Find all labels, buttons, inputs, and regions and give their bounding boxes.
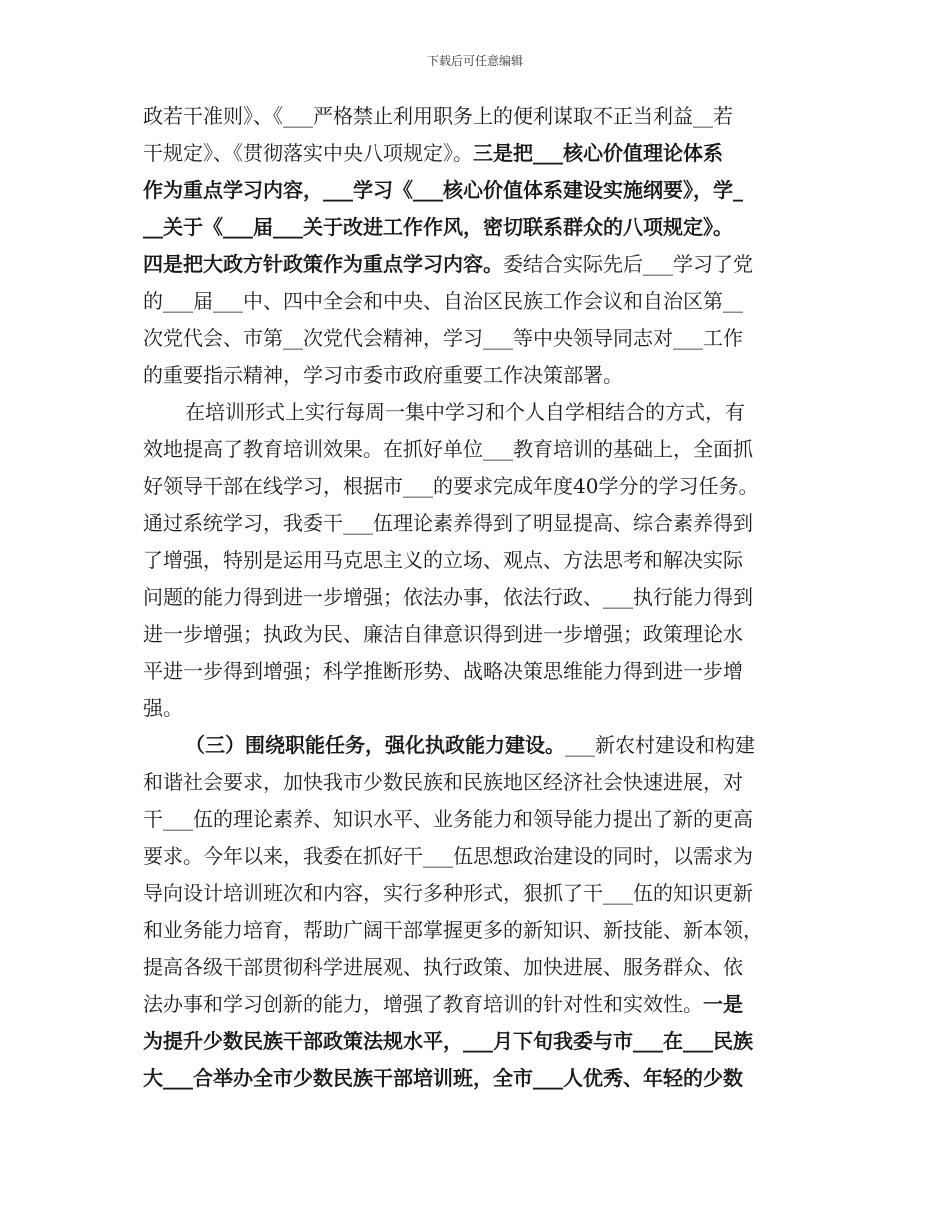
text-segment: 法办事和学习创新的能力，增强了教育培训的针对性和实效性。 bbox=[143, 992, 703, 1016]
text-segment: 平进一步得到增强；科学推断形势、战略决策思维能力得到进一步增 bbox=[143, 659, 743, 683]
text-segment: 的___届___中、四中全会和中央、自治区民族工作会议和自治区第__ bbox=[143, 289, 743, 313]
text-segment: 要求。今年以来，我委在抓好干___伍思想政治建设的同时，以需求为 bbox=[143, 844, 753, 868]
text-line bbox=[143, 172, 818, 209]
text-segment: 委结合实际先后___学习了党 bbox=[503, 252, 753, 276]
bold-text-segment: 大___合举办全市少数民族干部培训班，全市___人优秀、年轻的少数 bbox=[143, 1066, 743, 1090]
text-segment: 了增强，特别是运用马克思主义的立场、观点、方法思考和解决实际 bbox=[143, 548, 743, 572]
text-segment: 好领导干部在线学习，根据市___的要求完成年度40学分的学习任务。 bbox=[143, 474, 759, 498]
text-line bbox=[143, 542, 818, 579]
bold-text-segment: __关于《___届___关于改进工作作风，密切联系群众的八项规定》。 bbox=[143, 215, 733, 239]
bold-text-segment: 为提升少数民族干部政策法规水平，___月下旬我委与市___在___民族 bbox=[143, 1029, 753, 1053]
bold-text-segment: 作为重点学习内容，___学习《___核心价值体系建设实施纲要》，学_ bbox=[143, 178, 743, 202]
text-line bbox=[143, 764, 818, 801]
text-segment: 的重要指示精神，学习市委市政府重要工作决策部署。 bbox=[143, 363, 623, 387]
text-line bbox=[143, 912, 818, 949]
text-line bbox=[143, 98, 818, 135]
text-segment: 政若干准则》、《___严格禁止利用职务上的便利谋取不正当利益__若 bbox=[143, 104, 733, 128]
text-segment: 干规定》、《贯彻落实中央八项规定》。 bbox=[143, 141, 473, 165]
bold-text-segment: 三是把___核心价值理论体系 bbox=[473, 141, 723, 165]
text-segment: 提高各级干部贯彻科学进展观、执行政策、加快进展、服务群众、依 bbox=[143, 955, 743, 979]
text-segment: 问题的能力得到进一步增强；依法办事，依法行政、___执行能力得到 bbox=[143, 585, 753, 609]
text-line bbox=[143, 690, 818, 727]
text-line bbox=[143, 727, 818, 764]
text-segment: 和谐社会要求，加快我市少数民族和民族地区经济社会快速进展，对 bbox=[143, 770, 743, 794]
text-line bbox=[143, 838, 818, 875]
text-line bbox=[143, 949, 818, 986]
text-line bbox=[143, 801, 818, 838]
text-line bbox=[143, 394, 818, 431]
text-line bbox=[143, 653, 818, 690]
document-body bbox=[143, 98, 818, 1097]
text-line bbox=[143, 246, 818, 283]
text-segment: 在培训形式上实行每周一集中学习和个人自学相结合的方式，有 bbox=[185, 400, 745, 424]
bold-text-segment: 一是 bbox=[703, 992, 743, 1016]
text-segment: 次党代会、市第__次党代会精神，学习___等中央领导同志对___工作 bbox=[143, 326, 743, 350]
text-segment: 和业务能力培育，帮助广阔干部掌握更多的新知识、新技能、新本领， bbox=[143, 918, 763, 942]
text-line bbox=[143, 209, 818, 246]
page-header: 下载后可任意编辑 bbox=[426, 54, 523, 68]
text-line bbox=[143, 135, 818, 172]
text-segment: 干___伍的理论素养、知识水平、业务能力和领导能力提出了新的更高 bbox=[143, 807, 753, 831]
text-segment: 效地提高了教育培训效果。在抓好单位___教育培训的基础上，全面抓 bbox=[143, 437, 753, 461]
text-line bbox=[143, 579, 818, 616]
text-line bbox=[143, 616, 818, 653]
text-segment: 强。 bbox=[143, 696, 183, 720]
text-line bbox=[143, 1060, 818, 1097]
text-line bbox=[143, 505, 818, 542]
text-line bbox=[143, 357, 818, 394]
text-line bbox=[143, 320, 818, 357]
text-line bbox=[143, 986, 818, 1023]
text-line bbox=[143, 283, 818, 320]
text-line bbox=[143, 431, 818, 468]
text-line bbox=[143, 875, 818, 912]
bold-text-segment: （三）围绕职能任务，强化执政能力建设。 bbox=[185, 733, 565, 757]
text-line bbox=[143, 468, 818, 505]
text-segment: 导向设计培训班次和内容，实行多种形式，狠抓了干___伍的知识更新 bbox=[143, 881, 753, 905]
text-line bbox=[143, 1023, 818, 1060]
text-segment: 通过系统学习，我委干___伍理论素养得到了明显提高、综合素养得到 bbox=[143, 511, 753, 535]
text-segment: ___新农村建设和构建 bbox=[565, 733, 755, 757]
bold-text-segment: 四是把大政方针政策作为重点学习内容。 bbox=[143, 252, 503, 276]
text-segment: 进一步增强；执政为民、廉洁自律意识得到进一步增强；政策理论水 bbox=[143, 622, 743, 646]
